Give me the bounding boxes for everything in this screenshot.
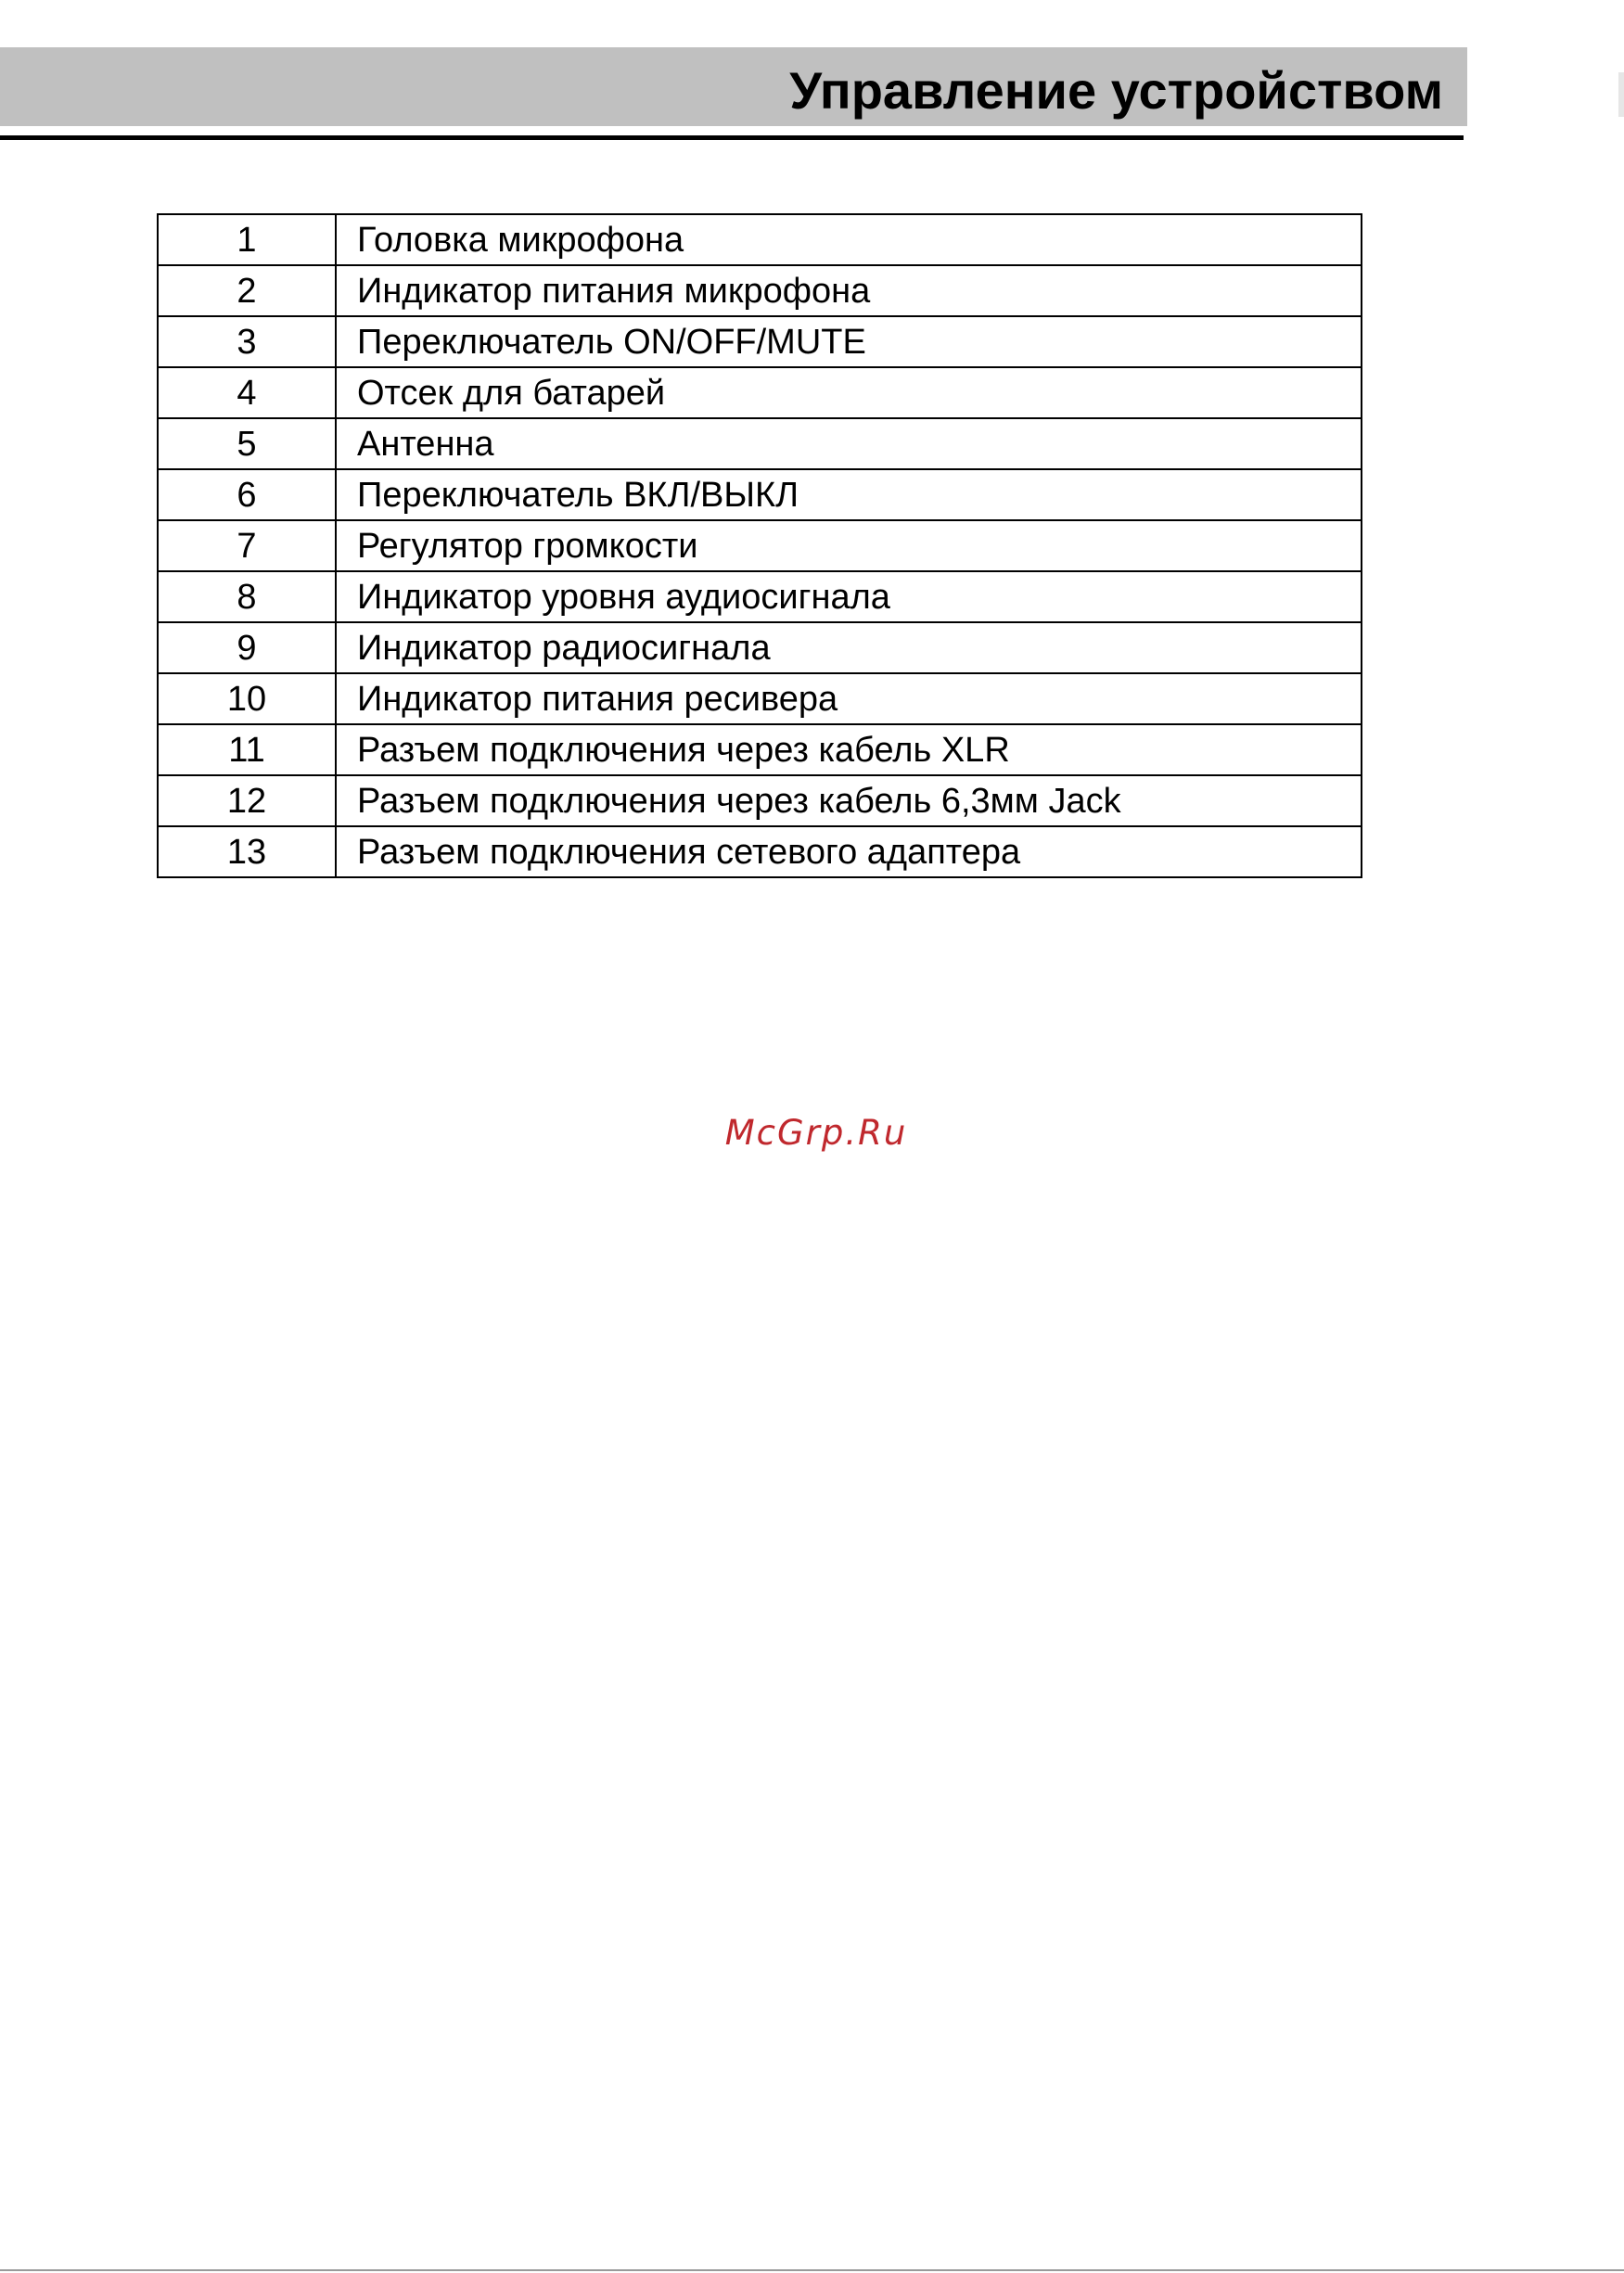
- page-header: [0, 47, 1467, 126]
- table-row: [158, 316, 1362, 367]
- row-label: Индикатор питания ресивера: [336, 673, 1362, 724]
- row-number: 3: [158, 316, 336, 367]
- table-row: [158, 775, 1362, 826]
- watermark-text: McGrp.Ru: [724, 1113, 908, 1153]
- parts-table: [157, 213, 1362, 878]
- row-number: 4: [158, 367, 336, 418]
- row-number: 9: [158, 622, 336, 673]
- row-label: Антенна: [336, 418, 1362, 469]
- row-label: Индикатор питания микрофона: [336, 265, 1362, 316]
- table-row: [158, 724, 1362, 775]
- row-label: Головка микрофона: [336, 214, 1362, 265]
- table-row: [158, 571, 1362, 622]
- row-label: Индикатор уровня аудиосигнала: [336, 571, 1362, 622]
- header-divider: [0, 135, 1464, 140]
- row-label: Разъем подключения сетевого адаптера: [336, 826, 1362, 877]
- table-row: [158, 622, 1362, 673]
- row-label: Отсек для батарей: [336, 367, 1362, 418]
- row-number: 13: [158, 826, 336, 877]
- page-edge-mark: [1618, 72, 1624, 117]
- row-number: 7: [158, 520, 336, 571]
- table-row: [158, 826, 1362, 877]
- row-number: 1: [158, 214, 336, 265]
- row-label: Разъем подключения через кабель 6,3мм Jack: [336, 775, 1362, 826]
- row-number: 10: [158, 673, 336, 724]
- row-label: Переключатель ВКЛ/ВЫКЛ: [336, 469, 1362, 520]
- row-number: 6: [158, 469, 336, 520]
- row-number: 8: [158, 571, 336, 622]
- table-row: [158, 520, 1362, 571]
- row-label: Переключатель ON/OFF/MUTE: [336, 316, 1362, 367]
- row-number: 12: [158, 775, 336, 826]
- table-row: [158, 214, 1362, 265]
- page-title: Управление устройством: [789, 61, 1443, 120]
- row-label: Разъем подключения через кабель XLR: [336, 724, 1362, 775]
- row-number: 2: [158, 265, 336, 316]
- row-number: 11: [158, 724, 336, 775]
- table-row: [158, 367, 1362, 418]
- table-row: [158, 673, 1362, 724]
- row-label: Индикатор радиосигнала: [336, 622, 1362, 673]
- table-row: [158, 418, 1362, 469]
- bottom-divider: [0, 2269, 1624, 2271]
- row-number: 5: [158, 418, 336, 469]
- table-row: [158, 265, 1362, 316]
- row-label: Регулятор громкости: [336, 520, 1362, 571]
- table-row: [158, 469, 1362, 520]
